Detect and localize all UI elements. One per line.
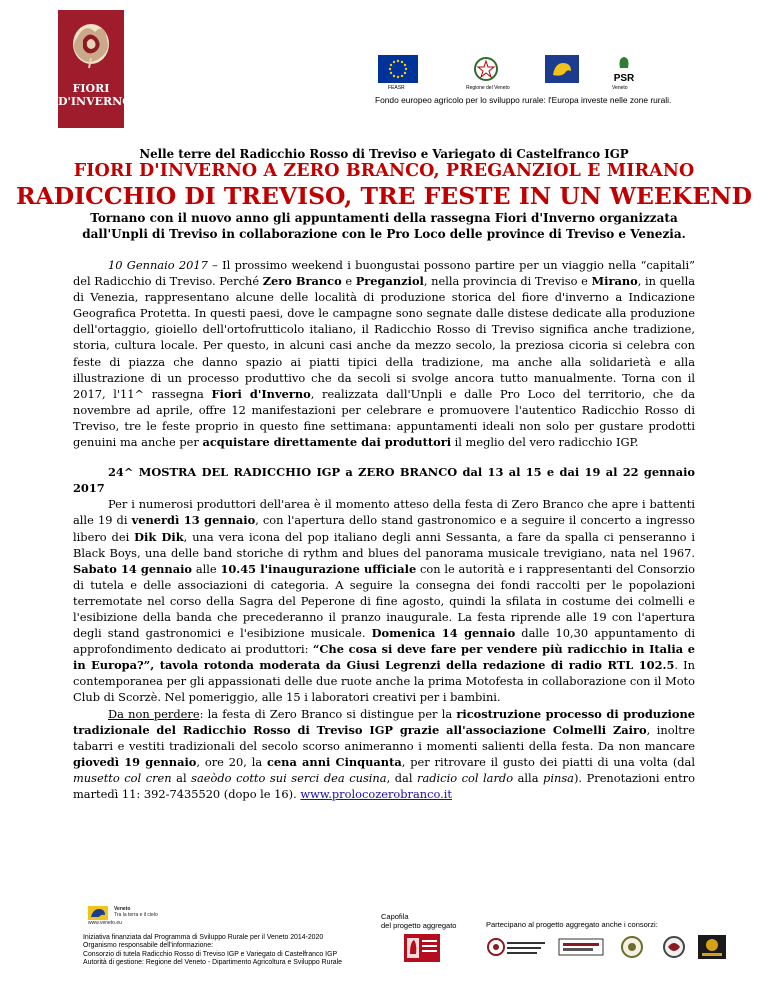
logo-line-2: D'INVERNO (58, 95, 132, 108)
footer-line-4: Autorità di gestione: Regione del Veneto - Dipartimento Agricoltura e Sviluppo Rurale (83, 959, 342, 967)
text: , inoltre tabarri e vestiti tradizionali del secolo scorso animeranno i momenti salienti della festa. Da non mancare (73, 722, 695, 753)
eu-flag (378, 55, 418, 83)
consorzio-logo-5-icon (698, 935, 726, 959)
paragraph-intro (73, 257, 695, 450)
text: alle (192, 561, 221, 576)
radicchio-leaf-icon (404, 934, 440, 962)
supertitle: Nelle terre del Radicchio Rosso di Treviso e Variegato di Castelfranco IGP (139, 147, 629, 161)
bold-text: Fiori d'Inverno (211, 386, 311, 401)
text: dalle 10,30 appuntamento di approfondimento dedicato ai produttori: (73, 626, 695, 657)
underlined-text: Da non perdere (108, 706, 200, 721)
psr-label: PSR (613, 73, 635, 84)
veneto-site: www.veneto.eu (88, 920, 122, 926)
consorzio-logo-1-icon (487, 935, 547, 959)
bold-text: ricostruzione processo di produzione tradizionale del Radicchio Rosso di Treviso IGP grazie all'associazione Colmelli Zairo (73, 706, 695, 737)
capofila-line-1: Capofila (381, 912, 409, 921)
text: , con l'apertura dello stand gastronomico e a seguire il concerto a ingresso libero dei (73, 513, 695, 544)
bold-text: venerdì 13 gennaio (131, 513, 256, 528)
text: : la festa di Zero Branco si distingue per la (199, 706, 457, 721)
footer-info (83, 934, 342, 968)
region-caption: Regione del Veneto (466, 85, 510, 91)
text: e (341, 274, 356, 289)
italic-text: saeòdo cotto sui serci dea cusina (191, 770, 387, 785)
eu-caption: FEASR (388, 85, 405, 91)
paragraph-zero-branco (73, 496, 695, 705)
text: , una vera icona del pop italiano degli anni Sessanta, a fare da spalla ci penseranno i Black Boys, una delle band storiche di rythm and blues del panorama musicale trevigiano, nata nel 1967. (73, 529, 696, 560)
subtitle-line-2: dall'Unpli di Treviso in collaborazione con le Pro Loco delle province di Treviso e Venezia. (82, 227, 686, 241)
veneto-brand-text (88, 906, 158, 926)
section-heading: 24^ MOSTRA DEL RADICCHIO IGP a ZERO BRANCO dal 13 al 15 e dai 19 al 22 gennaio 2017 (73, 465, 695, 496)
italic-text: pinsa (543, 770, 574, 785)
footer-line-1: Iniziativa finanziata dal Programma di Sviluppo Rurale per il Veneto 2014-2020 (83, 934, 324, 941)
consorzio-logo-4-icon (656, 935, 692, 959)
text: il meglio del vero radicchio IGP. (451, 435, 639, 450)
psr-leaf-icon (604, 56, 644, 70)
bold-text: cena anni Cinquanta (267, 754, 402, 769)
veneto-brand-icon (88, 906, 108, 920)
partecipano-label: Partecipano al progetto aggregato anche i consorzi: (486, 920, 658, 929)
text: , per ritrovare il gusto dei piatti di una volta (dal (401, 754, 695, 769)
veneto-brand-name: Veneto (114, 906, 131, 912)
text: ). Prenotazioni entro martedì 11: 392-7435520 (dopo le 16). (73, 770, 695, 801)
radicchio-flower-icon (67, 18, 115, 70)
text: alla (513, 770, 544, 785)
capofila-line-2: del progetto aggregato (381, 920, 457, 930)
text: , realizzata dall'Unpli e dalle Pro Loco del territorio, che da novembre ad aprile, offre 12 manifestazioni per celebrare e promuovere l'autentico Radicchio Rosso di Treviso, tre le feste proprio in questo fine settimana: appuntamenti ideali non solo per gustare prodotti genuini ma anche per (73, 386, 696, 450)
bold-text: giovedì 19 gennaio (73, 754, 197, 769)
bold-text: Dik Dik (134, 529, 184, 544)
text: , in quella di Venezia, rappresentano alcune delle località di produzione storica del fiore d'inverno a Indicazione Geografica Protetta. In questi paesi, dove le campagne sono segnate dalle distese dedicate alla produzione dell'ortaggio, gioiello dell'ortofrutticolo italiano, il Radicchio Rosso di Treviso significa anche tradizione, storia, cultura locale. Per questo, in alcuni casi anche da mezzo secolo, la preziosa cicoria si celebra con feste di piazza che danno spazio ai piatti tipici della tradizione, ma anche alla solidarietà e alla illustrazione di un processo produttivo che da secoli si svolge ancora tutto manualmente. Torna con il 2017, l'11^ rassegna (73, 274, 696, 401)
eu-stars-icon (378, 55, 418, 83)
logo-line-1: FIORI (72, 82, 110, 95)
text: Per i numerosi produttori dell'area è il momento atteso della festa di Zero Branco che apre i battenti alle 19 di (73, 497, 695, 528)
consorzio-radicchio-logo (404, 934, 440, 962)
title-2: RADICCHIO DI TREVISO, TRE FESTE IN UN WEEKEND (15, 182, 752, 210)
bold-text: Preganziol (355, 274, 424, 289)
text: , dal (386, 770, 418, 785)
consorzio-logo-2-icon (557, 935, 605, 959)
psr-caption: Veneto (612, 85, 628, 91)
veneto-lion-icon (545, 55, 579, 83)
text: , ore 20, la (196, 754, 267, 769)
article-body (73, 257, 695, 802)
consorzio-logo-3-icon (614, 935, 650, 959)
text: al (171, 770, 192, 785)
text: con le autorità e i rappresentanti del Consorzio di tutela e delle associazioni di categoria. A seguire la consegna dei fondi raccolti per le popolazioni terremotate nel corso della Sagra del Peperone di fine agosto, quindi la sfilata in costume dei colmelli e l'esibizione della banda che precederanno il pranzo inaugurale. La festa riprende alle 19 con l'apertura degli stand gastronomici e l'esibizione musicale. (73, 561, 695, 641)
footer-line-3: Consorzio di tutela Radicchio Rosso di Treviso IGP e Variegato di Castelfranco IGP (83, 950, 338, 958)
veneto-tagline: Tra la terra e il cielo (114, 912, 158, 918)
italic-text: musetto col cren (73, 770, 172, 785)
article-date: 10 Gennaio 2017 (108, 258, 208, 272)
capofila-label (381, 913, 456, 930)
bold-text: Zero Branco (262, 274, 342, 289)
title-1: FIORI D'INVERNO A ZERO BRANCO, PREGANZIOL E MIRANO (73, 161, 695, 181)
text: , nella provincia di Treviso e (423, 274, 592, 289)
fiori-dinverno-logo (58, 10, 132, 128)
footer-line-2: Organismo responsabile dell'informazione: (83, 942, 214, 950)
italy-emblem-icon (470, 55, 502, 83)
text: . In contemporanea per gli appassionati delle due ruote anche la prima Motofesta in collaborazione con il Moto Club di Scorzè. Nel pomeriggio, alle 15 i laboratori creativi per i bambini. (73, 658, 695, 705)
italic-text: radicio col lardo (417, 770, 514, 785)
bold-text: 10.45 l'inaugurazione ufficiale (220, 561, 417, 576)
bold-text: Domenica 14 gennaio (371, 626, 516, 641)
bold-text: “Che cosa si deve fare per vendere più radicchio in Italia e in Europa?”, tavola rotonda moderata da Giusi Legrenzi della redazione di radio RTL 102.5 (73, 642, 696, 673)
proloco-link[interactable]: www.prolocozerobranco.it (300, 787, 452, 801)
psr-logo (604, 55, 644, 83)
paragraph-da-non-perdere (73, 706, 695, 803)
fondo-caption: Fondo europeo agricolo per lo sviluppo rurale: l'Europa investe nelle zone rurali. (375, 95, 672, 105)
bold-text: Sabato 14 gennaio (73, 561, 193, 576)
subtitle-line-1: Tornano con il nuovo anno gli appuntamenti della rassegna Fiori d'Inverno organizzata (90, 211, 678, 225)
bold-text: acquistare direttamente dai produttori (202, 435, 452, 450)
text: – Il prossimo weekend i buongustai possono partire per un viaggio nella “capitali” del Radicchio di Treviso. Perché (73, 258, 696, 289)
bold-text: Mirano (591, 274, 638, 289)
